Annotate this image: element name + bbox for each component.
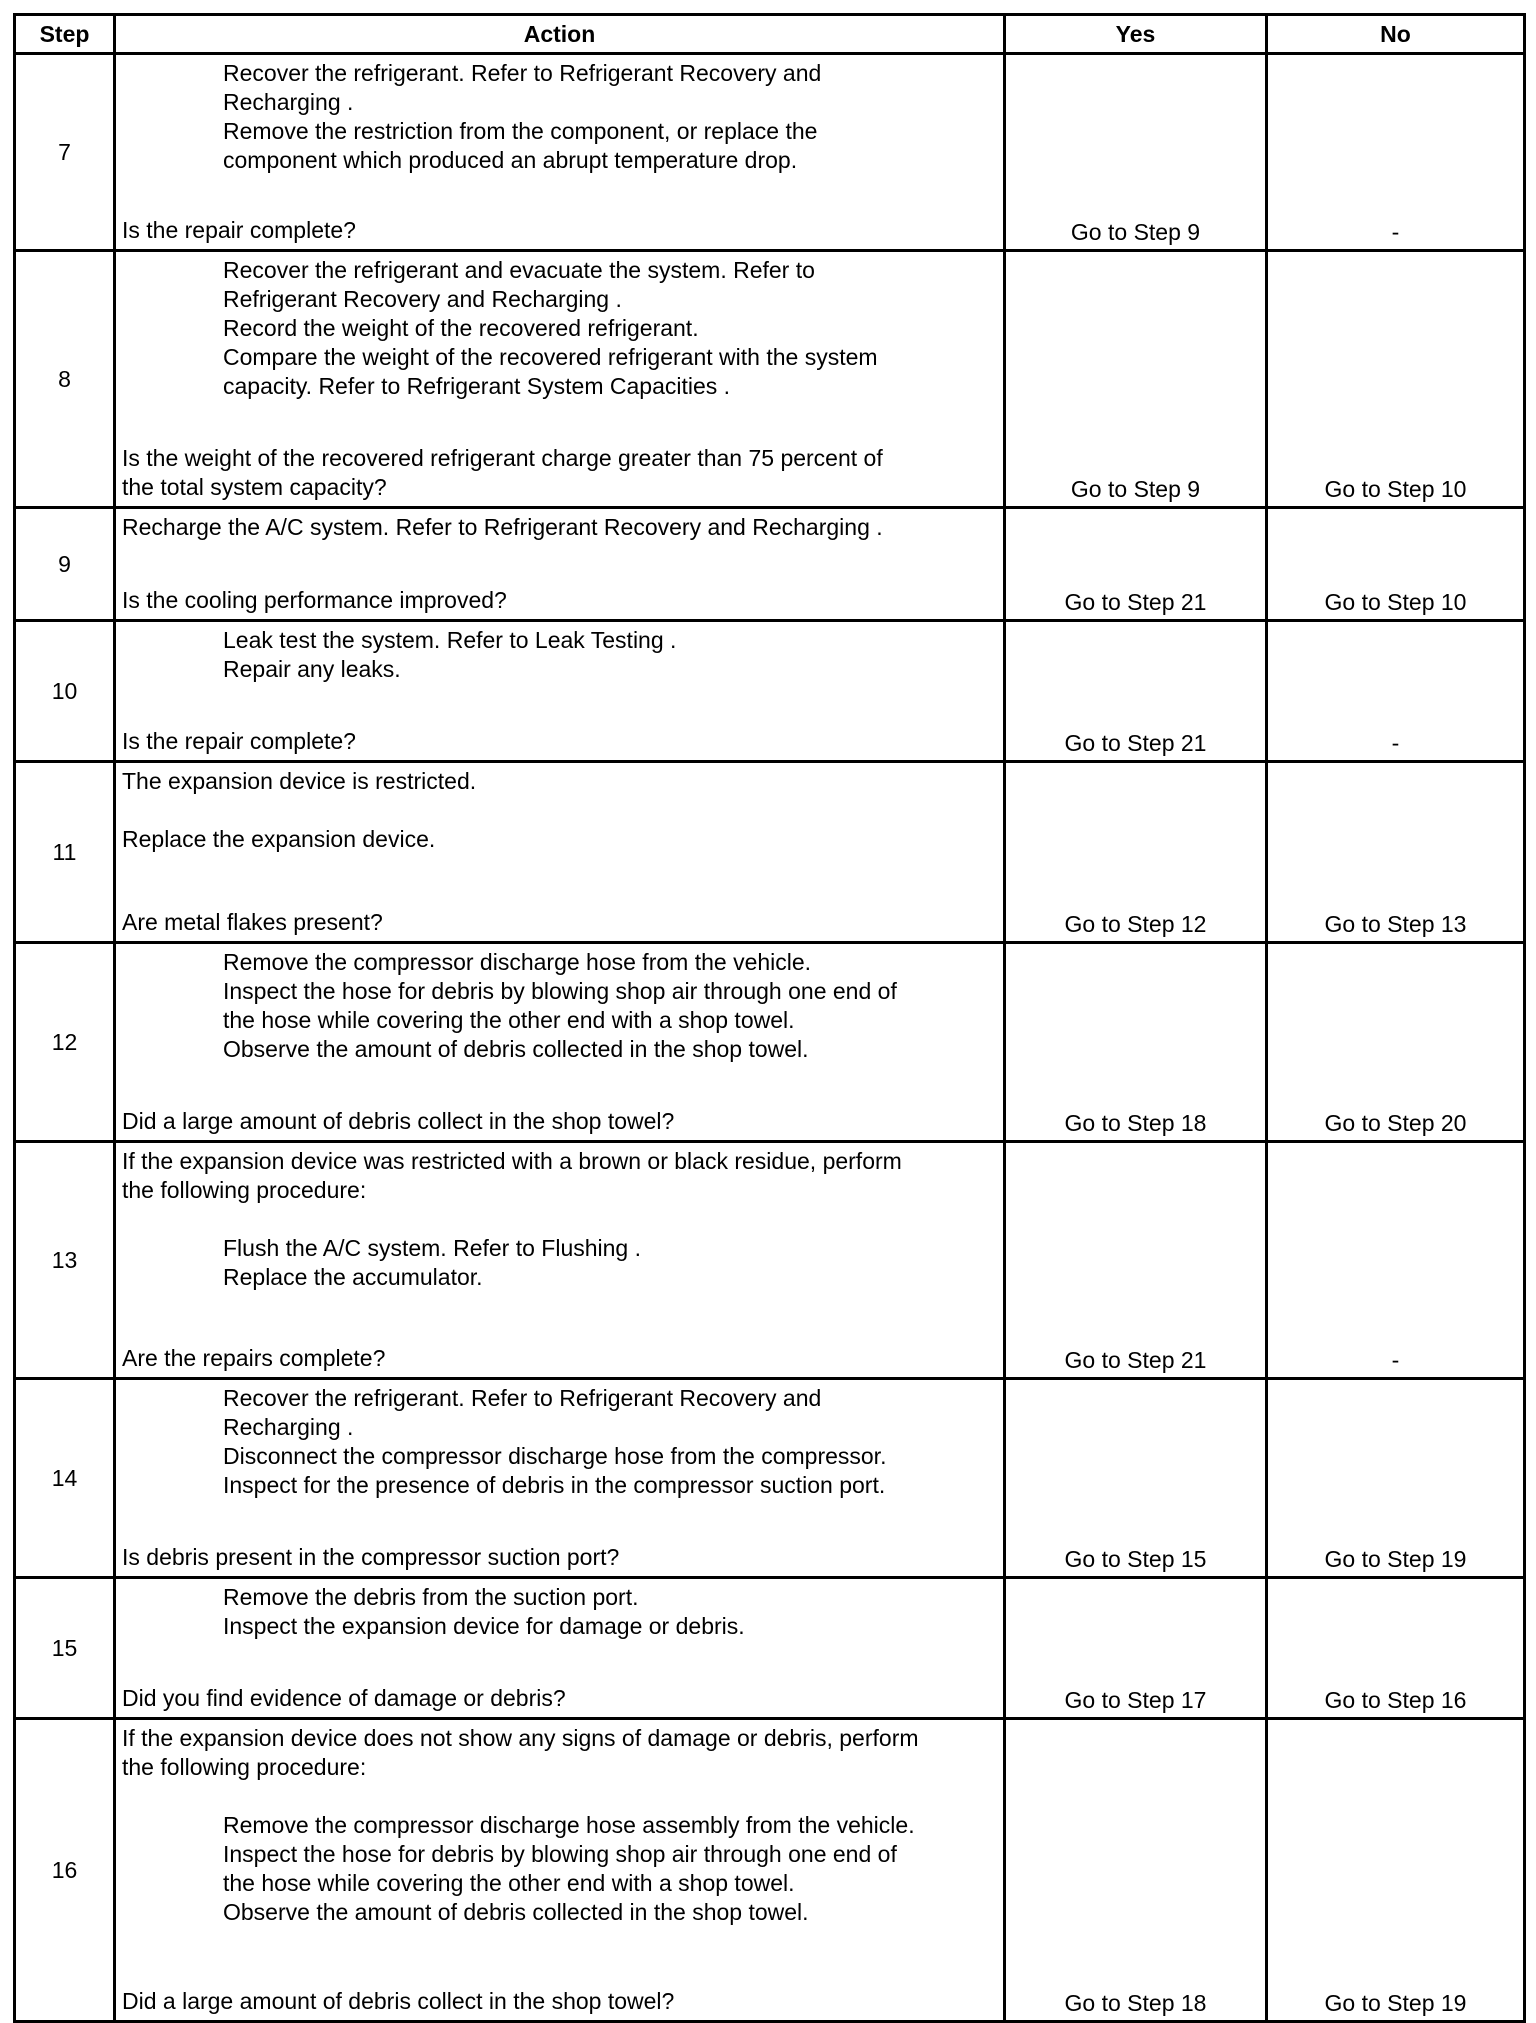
table-row bbox=[15, 1142, 1525, 1379]
action-substep: Inspect the hose for debris by blowing shop air through one end of bbox=[223, 978, 897, 1004]
action-substep: Refrigerant Recovery and Recharging . bbox=[223, 286, 622, 312]
header-row bbox=[15, 15, 1525, 54]
action-question: Is the cooling performance improved? bbox=[122, 587, 507, 613]
table-row bbox=[15, 508, 1525, 621]
yes-result: Go to Step 12 bbox=[1005, 762, 1267, 943]
no-result: Go to Step 19 bbox=[1267, 1379, 1525, 1578]
action-question: Are the repairs complete? bbox=[122, 1345, 386, 1371]
step-number: 12 bbox=[15, 943, 115, 1142]
action-substep: Observe the amount of debris collected in the shop towel. bbox=[223, 1899, 809, 1925]
action-cell bbox=[115, 621, 1005, 762]
diagnostic-table bbox=[13, 13, 1526, 2023]
action-substep: Record the weight of the recovered refrigerant. bbox=[223, 315, 699, 341]
action-substep: Leak test the system. Refer to Leak Testing . bbox=[223, 627, 677, 653]
action-text: Recharge the A/C system. Refer to Refrigerant Recovery and Recharging . bbox=[122, 514, 883, 540]
action-text: The expansion device is restricted. bbox=[122, 768, 477, 794]
table-row bbox=[15, 762, 1525, 943]
action-text: If the expansion device was restricted with a brown or black residue, perform bbox=[122, 1148, 902, 1174]
action-question: Is the weight of the recovered refrigerant charge greater than 75 percent of bbox=[122, 445, 883, 471]
step-number: 7 bbox=[15, 54, 115, 251]
action-question: Is the repair complete? bbox=[122, 217, 356, 243]
action-cell bbox=[115, 1719, 1005, 2022]
header-yes: Yes bbox=[1005, 15, 1267, 54]
action-substep: component which produced an abrupt temperature drop. bbox=[223, 147, 798, 173]
yes-result: Go to Step 18 bbox=[1005, 943, 1267, 1142]
yes-result: Go to Step 15 bbox=[1005, 1379, 1267, 1578]
header-step: Step bbox=[15, 15, 115, 54]
action-substep: Compare the weight of the recovered refrigerant with the system bbox=[223, 344, 878, 370]
spacer bbox=[122, 401, 997, 444]
action-question: Is the repair complete? bbox=[122, 728, 356, 754]
action-text: the following procedure: bbox=[122, 1754, 367, 1780]
no-result: Go to Step 10 bbox=[1267, 508, 1525, 621]
table-row bbox=[15, 251, 1525, 508]
yes-result: Go to Step 21 bbox=[1005, 1142, 1267, 1379]
action-substep: Remove the compressor discharge hose assembly from the vehicle. bbox=[223, 1812, 915, 1838]
action-cell bbox=[115, 1142, 1005, 1379]
spacer bbox=[122, 1205, 997, 1234]
yes-result: Go to Step 17 bbox=[1005, 1578, 1267, 1719]
action-cell bbox=[115, 54, 1005, 251]
action-text bbox=[122, 796, 997, 825]
table-row bbox=[15, 54, 1525, 251]
action-substep: capacity. Refer to Refrigerant System Capacities . bbox=[223, 373, 731, 399]
step-number: 15 bbox=[15, 1578, 115, 1719]
action-substep: Observe the amount of debris collected in the shop towel. bbox=[223, 1036, 809, 1062]
spacer bbox=[122, 1292, 997, 1344]
action-substep: Recover the refrigerant. Refer to Refrigerant Recovery and bbox=[223, 60, 822, 86]
spacer bbox=[122, 684, 997, 727]
spacer bbox=[122, 1500, 997, 1543]
action-question: Is debris present in the compressor suction port? bbox=[122, 1544, 620, 1570]
action-substep: Inspect the hose for debris by blowing shop air through one end of bbox=[223, 1841, 897, 1867]
action-substep: Recharging . bbox=[223, 89, 354, 115]
action-question: the total system capacity? bbox=[122, 474, 387, 500]
action-question: Are metal flakes present? bbox=[122, 909, 383, 935]
step-number: 13 bbox=[15, 1142, 115, 1379]
table-row bbox=[15, 1719, 1525, 2022]
action-substep: Inspect for the presence of debris in the compressor suction port. bbox=[223, 1472, 886, 1498]
table-row bbox=[15, 1578, 1525, 1719]
spacer bbox=[122, 1064, 997, 1107]
step-number: 9 bbox=[15, 508, 115, 621]
table-row bbox=[15, 943, 1525, 1142]
no-result: - bbox=[1267, 54, 1525, 251]
action-substep: Recover the refrigerant and evacuate the system. Refer to bbox=[223, 257, 815, 283]
yes-result: Go to Step 21 bbox=[1005, 508, 1267, 621]
action-substep: Remove the debris from the suction port. bbox=[223, 1584, 639, 1610]
no-result: Go to Step 19 bbox=[1267, 1719, 1525, 2022]
action-cell bbox=[115, 943, 1005, 1142]
action-question: Did a large amount of debris collect in the shop towel? bbox=[122, 1108, 675, 1134]
action-substep: Disconnect the compressor discharge hose from the compressor. bbox=[223, 1443, 887, 1469]
action-substep: Replace the accumulator. bbox=[223, 1264, 483, 1290]
spacer bbox=[122, 1927, 997, 1987]
header-action: Action bbox=[115, 15, 1005, 54]
spacer bbox=[122, 1641, 997, 1684]
step-number: 11 bbox=[15, 762, 115, 943]
action-cell bbox=[115, 1578, 1005, 1719]
action-cell bbox=[115, 251, 1005, 508]
action-substep: Repair any leaks. bbox=[223, 656, 401, 682]
no-result: - bbox=[1267, 621, 1525, 762]
yes-result: Go to Step 18 bbox=[1005, 1719, 1267, 2022]
action-substep: Remove the compressor discharge hose from the vehicle. bbox=[223, 949, 812, 975]
spacer bbox=[122, 854, 997, 908]
spacer bbox=[122, 542, 997, 586]
no-result: Go to Step 10 bbox=[1267, 251, 1525, 508]
table-row bbox=[15, 1379, 1525, 1578]
action-substep: the hose while covering the other end with a shop towel. bbox=[223, 1870, 795, 1896]
action-text: Replace the expansion device. bbox=[122, 826, 436, 852]
action-substep: the hose while covering the other end with a shop towel. bbox=[223, 1007, 795, 1033]
no-result: Go to Step 20 bbox=[1267, 943, 1525, 1142]
yes-result: Go to Step 21 bbox=[1005, 621, 1267, 762]
action-question: Did you find evidence of damage or debris? bbox=[122, 1685, 566, 1711]
step-number: 14 bbox=[15, 1379, 115, 1578]
action-cell bbox=[115, 762, 1005, 943]
action-cell bbox=[115, 508, 1005, 621]
diagnostic-table-container bbox=[13, 13, 1523, 2023]
action-substep: Recharging . bbox=[223, 1414, 354, 1440]
action-substep: Recover the refrigerant. Refer to Refrigerant Recovery and bbox=[223, 1385, 822, 1411]
action-substep: Inspect the expansion device for damage or debris. bbox=[223, 1613, 745, 1639]
no-result: Go to Step 13 bbox=[1267, 762, 1525, 943]
spacer bbox=[122, 1782, 997, 1811]
yes-result: Go to Step 9 bbox=[1005, 54, 1267, 251]
header-no: No bbox=[1267, 15, 1525, 54]
action-substep: Flush the A/C system. Refer to Flushing . bbox=[223, 1235, 641, 1261]
action-question: Did a large amount of debris collect in the shop towel? bbox=[122, 1988, 675, 2014]
no-result: - bbox=[1267, 1142, 1525, 1379]
step-number: 10 bbox=[15, 621, 115, 762]
action-text: If the expansion device does not show any signs of damage or debris, perform bbox=[122, 1725, 919, 1751]
action-cell bbox=[115, 1379, 1005, 1578]
no-result: Go to Step 16 bbox=[1267, 1578, 1525, 1719]
spacer bbox=[122, 175, 997, 216]
table-row bbox=[15, 621, 1525, 762]
action-text: the following procedure: bbox=[122, 1177, 367, 1203]
step-number: 8 bbox=[15, 251, 115, 508]
action-substep: Remove the restriction from the component, or replace the bbox=[223, 118, 818, 144]
yes-result: Go to Step 9 bbox=[1005, 251, 1267, 508]
step-number: 16 bbox=[15, 1719, 115, 2022]
